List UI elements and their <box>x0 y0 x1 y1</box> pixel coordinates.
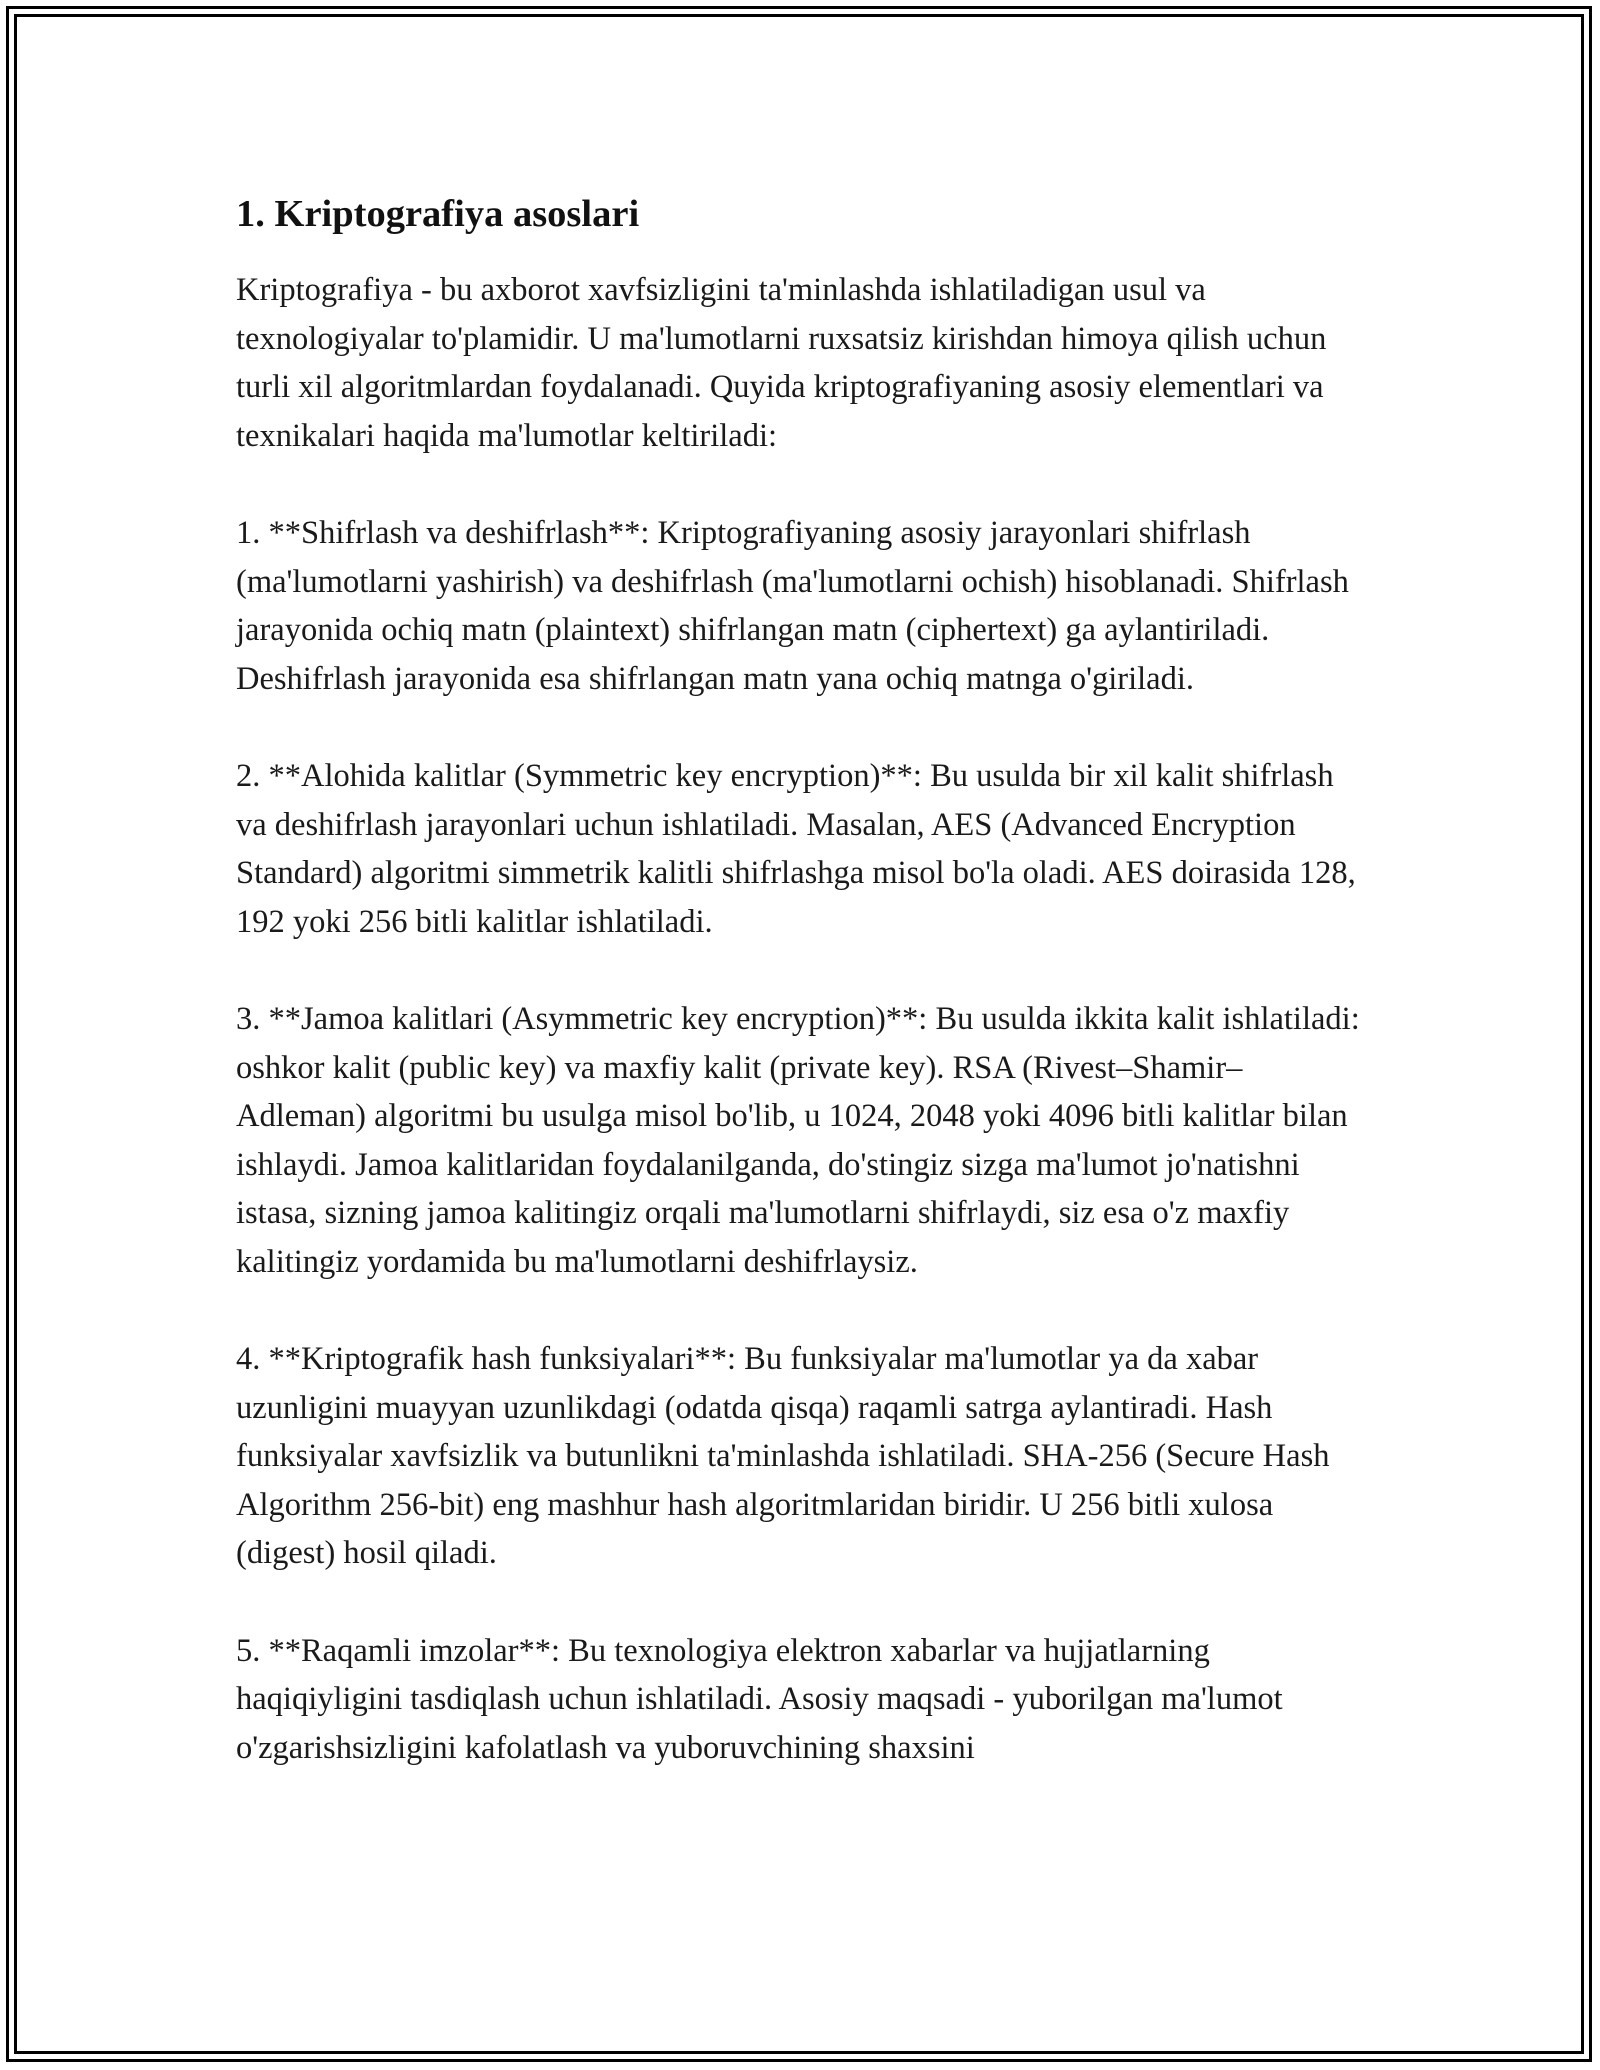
intro-paragraph: Kriptografiya - bu axborot xavfsizligini ta'minlashda ishlatiladigan usul va texnologiyalar to'plamidir. U ma'lumotlarni ruxsatsiz kirishdan himoya qilish uchun turli xil algoritmlardan foydalanadi. Quyida kriptografiyaning asosiy elementlari va texnikalari haqida ma'lumotlar keltiriladi: <box>236 272 1327 454</box>
item-symmetric-key: 2. **Alohida kalitlar (Symmetric key encryption)**: Bu usulda bir xil kalit shifrlash va deshifrlash jarayonlari uchun ishlatiladi. Masalan, AES (Advanced Encryption Standard) algoritmi simmetrik kalitli shifrlashga misol bo'la oladi. AES doirasida 128, 192 yoki 256 bitli kalitlar ishlatiladi. <box>236 757 1356 940</box>
item-encryption-decryption: 1. **Shifrlash va deshifrlash**: Kriptografiyaning asosiy jarayonlari shifrlash (ma'lumotlarni yashirish) va deshifrlash (ma'lumotlarni ochish) hisoblanadi. Shifrlash jarayonida ochiq matn (plaintext) shifrlangan matn (ciphertext) ga aylantiriladi. Deshifrlash jarayonida esa shifrlangan matn yana ochiq matnga o'giriladi. <box>236 514 1349 697</box>
item-hash-functions: 4. **Kriptografik hash funksiyalari**: Bu funksiyalar ma'lumotlar ya da xabar uzunligini muayyan uzunlikdagi (odatda qisqa) raqamli satrga aylantiradi. Hash funksiyalar xavfsizlik va butunlikni ta'minlashda ishlatiladi. SHA-256 (Secure Hash Algorithm 256-bit) eng mashhur hash algoritmlaridan biridir. U 256 bitli xulosa (digest) hosil qiladi. <box>236 1341 1330 1572</box>
section-heading: 1. Kriptografiya asoslari <box>236 193 640 235</box>
item-digital-signatures: 5. **Raqamli imzolar**: Bu texnologiya elektron xabarlar va hujjatlarning haqiqiyligini tasdiqlash uchun ishlatiladi. Asosiy maqsadi - yuborilgan ma'lumot o'zgarishsizligini kafolatlash va yuboruvchining shaxsini <box>236 1632 1283 1766</box>
document-body <box>236 186 1366 1821</box>
item-asymmetric-key: 3. **Jamoa kalitlari (Asymmetric key encryption)**: Bu usulda ikkita kalit ishlatiladi: oshkor kalit (public key) va maxfiy kalit (private key). RSA (Rivest–Shamir–Adleman) algoritmi bu usulga misol bo'lib, u 1024, 2048 yoki 4096 bitli kalitlar bilan ishlaydi. Jamoa kalitlaridan foydalanilganda, do'stingiz sizga ma'lumot jo'natishni istasa, sizning jamoa kalitingiz orqali ma'lumotlarni shifrlaydi, siz esa o'z maxfiy kalitingiz yordamida bu ma'lumotlarni deshifrlaysiz. <box>236 1000 1360 1280</box>
